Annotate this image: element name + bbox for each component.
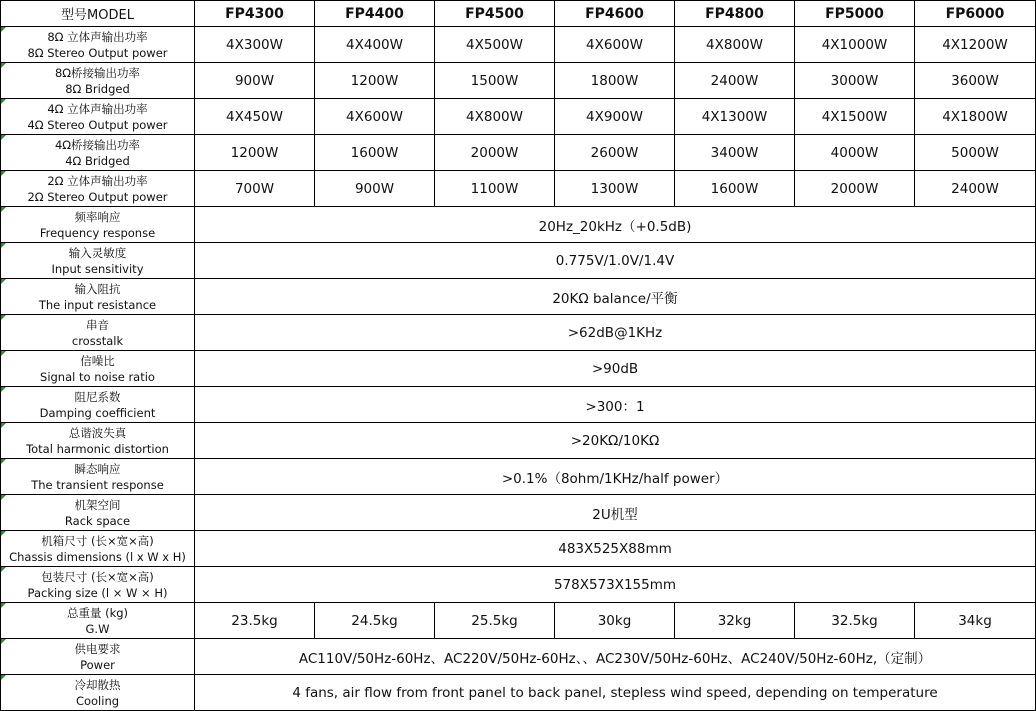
shared-value-cell: 4 fans, air flow from front panel to back panel, stepless wind speed, depending on temperature [195,675,1036,711]
row-label-en: Packing size (l × W × H) [27,585,168,600]
cell-marker-icon [1,639,6,644]
table-cell: 2400W [915,171,1036,207]
table-cell: 24.5kg [315,603,435,639]
table-cell: 2000W [795,171,915,207]
table-cell: 1800W [555,63,675,99]
table-cell: 2400W [675,63,795,99]
row-label [1,171,195,207]
cell-marker-icon [1,387,6,392]
table-cell: 4X600W [555,27,675,63]
cell-marker-icon [1,351,6,356]
shared-value-cell: >90dB [195,351,1036,387]
shared-value-cell: >62dB@1KHz [195,315,1036,351]
shared-value-cell: 0.775V/1.0V/1.4V [195,243,1036,279]
table-cell: 4X1200W [915,27,1036,63]
cell-marker-icon [1,63,6,68]
row-label-cn: 频率响应 [74,209,121,224]
row-label-cn: 冷却散热 [74,677,121,692]
table-row [1,135,1036,171]
table-cell: 4X450W [195,99,315,135]
cell-marker-icon [1,675,6,680]
row-label [1,27,195,63]
model-header: FP4800 [675,1,795,27]
cell-marker-icon [1,207,6,212]
row-label-en: Cooling [75,693,120,708]
row-label-cn: 串音 [86,317,109,332]
row-label-cn: 总谐波失真 [68,425,127,440]
model-header: FP5000 [795,1,915,27]
row-label [1,351,195,387]
table-cell: 1100W [435,171,555,207]
model-header: FP4400 [315,1,435,27]
shared-value-cell: >20KΩ/10KΩ [195,423,1036,459]
row-label-en: Power [80,657,115,672]
table-cell: 4X400W [315,27,435,63]
cell-marker-icon [1,27,6,32]
row-label-cn: 包装尺寸 (长×宽×高) [41,569,154,584]
table-cell: 5000W [915,135,1036,171]
table-cell: 30kg [555,603,675,639]
shared-value-cell: 2U机型 [195,495,1036,531]
row-label [1,603,195,639]
row-label-en: Chassis dimensions (l x W x H) [9,549,186,564]
row-label-cn: 8Ω桥接输出功率 [54,65,141,80]
model-label: 型号MODEL [1,1,195,27]
table-cell: 3400W [675,135,795,171]
table-row [1,99,1036,135]
cell-marker-icon [1,603,6,608]
table-row [1,315,1036,351]
model-header: FP4300 [195,1,315,27]
table-cell: 34kg [915,603,1036,639]
table-cell: 4X1300W [675,99,795,135]
table-row [1,603,1036,639]
table-cell: 25.5kg [435,603,555,639]
table-cell: 4X500W [435,27,555,63]
row-label [1,279,195,315]
cell-marker-icon [1,243,6,248]
cell-marker-icon [1,567,6,572]
row-label-en: 8Ω Stereo Output power [27,45,168,60]
table-cell: 1200W [315,63,435,99]
row-label-en: 8Ω Bridged [65,81,130,96]
table-cell: 4X800W [435,99,555,135]
row-label-en: 2Ω Stereo Output power [27,189,168,204]
row-label [1,99,195,135]
table-row [1,423,1036,459]
row-label-cn: 输入阻抗 [74,281,121,296]
row-label-cn: 输入灵敏度 [68,245,127,260]
shared-value-cell: 20KΩ balance/平衡 [195,279,1036,315]
shared-value-cell: 20Hz_20kHz（+0.5dB) [195,207,1036,243]
row-label-en: Input sensitivity [51,261,144,276]
row-label-cn: 8Ω 立体声输出功率 [47,29,148,44]
table-row [1,531,1036,567]
cell-marker-icon [1,315,6,320]
table-cell: 3000W [795,63,915,99]
cell-marker-icon [1,531,6,536]
table-row [1,171,1036,207]
shared-value-cell: 483X525X88mm [195,531,1036,567]
shared-value-cell: >300：1 [195,387,1036,423]
table-row [1,567,1036,603]
table-cell: 4X600W [315,99,435,135]
table-cell: 1200W [195,135,315,171]
row-label [1,459,195,495]
table-cell: 4X900W [555,99,675,135]
table-row [1,675,1036,711]
row-label-en: G.W [85,621,110,636]
table-row [1,639,1036,675]
table-cell: 32kg [675,603,795,639]
row-label-cn: 机架空间 [74,497,121,512]
row-label-cn: 4Ω桥接输出功率 [54,137,141,152]
row-label-cn: 瞬态响应 [74,461,121,476]
table-cell: 1600W [675,171,795,207]
cell-marker-icon [1,495,6,500]
table-cell: 900W [315,171,435,207]
row-label [1,207,195,243]
table-cell: 2000W [435,135,555,171]
cell-marker-icon [1,99,6,104]
cell-marker-icon [1,171,6,176]
row-label [1,423,195,459]
cell-marker-icon [1,423,6,428]
cell-marker-icon [1,135,6,140]
table-row [1,351,1036,387]
cell-marker-icon [1,459,6,464]
table-cell: 4000W [795,135,915,171]
row-label [1,639,195,675]
shared-value-cell: 578X573X155mm [195,567,1036,603]
row-label [1,567,195,603]
row-label-cn: 4Ω 立体声输出功率 [47,101,148,116]
row-label-en: Rack space [64,513,131,528]
row-label-en: 4Ω Bridged [65,153,130,168]
row-label-cn: 供电要求 [74,641,121,656]
model-header: FP6000 [915,1,1036,27]
table-cell: 1600W [315,135,435,171]
row-label-cn: 总重量 (kg) [66,605,129,620]
row-label-en: Frequency response [39,225,156,240]
table-row [1,207,1036,243]
model-header: FP4600 [555,1,675,27]
row-label-cn: 2Ω 立体声输出功率 [47,173,148,188]
row-label-cn: 信噪比 [80,353,115,368]
table-row [1,495,1036,531]
table-cell: 32.5kg [795,603,915,639]
cell-marker-icon [1,279,6,284]
model-header: FP4500 [435,1,555,27]
shared-value-cell: AC110V/50Hz-60Hz、AC220V/50Hz-60Hz、、AC230V/50Hz-60Hz、AC240V/50Hz-60Hz,（定制） [195,639,1036,675]
header-row [1,1,1036,27]
row-label [1,243,195,279]
table-cell: 4X300W [195,27,315,63]
table-row [1,27,1036,63]
row-label [1,315,195,351]
row-label [1,135,195,171]
table-cell: 4X1000W [795,27,915,63]
table-row [1,63,1036,99]
table-cell: 23.5kg [195,603,315,639]
table-cell: 900W [195,63,315,99]
row-label [1,387,195,423]
table-row [1,243,1036,279]
table-row [1,387,1036,423]
table-cell: 4X1500W [795,99,915,135]
row-label-en: crosstalk [71,333,124,348]
table-cell: 4X800W [675,27,795,63]
shared-value-cell: >0.1%（8ohm/1KHz/half power） [195,459,1036,495]
table-cell: 700W [195,171,315,207]
row-label [1,531,195,567]
row-label [1,675,195,711]
table-row [1,459,1036,495]
row-label-en: 4Ω Stereo Output power [27,117,168,132]
row-label-cn: 机箱尺寸 (长×宽×高) [41,533,154,548]
table-row [1,279,1036,315]
row-label-en: The input resistance [38,297,157,312]
row-label-en: The transient response [31,477,164,492]
table-cell: 2600W [555,135,675,171]
row-label-cn: 阻尼系数 [74,389,121,404]
row-label-en: Signal to noise ratio [40,369,155,384]
row-label [1,495,195,531]
table-cell: 1500W [435,63,555,99]
table-cell: 4X1800W [915,99,1036,135]
table-cell: 3600W [915,63,1036,99]
table-cell: 1300W [555,171,675,207]
row-label [1,63,195,99]
row-label-en: Total harmonic distortion [26,441,169,456]
row-label-en: Damping coefficient [39,405,156,420]
